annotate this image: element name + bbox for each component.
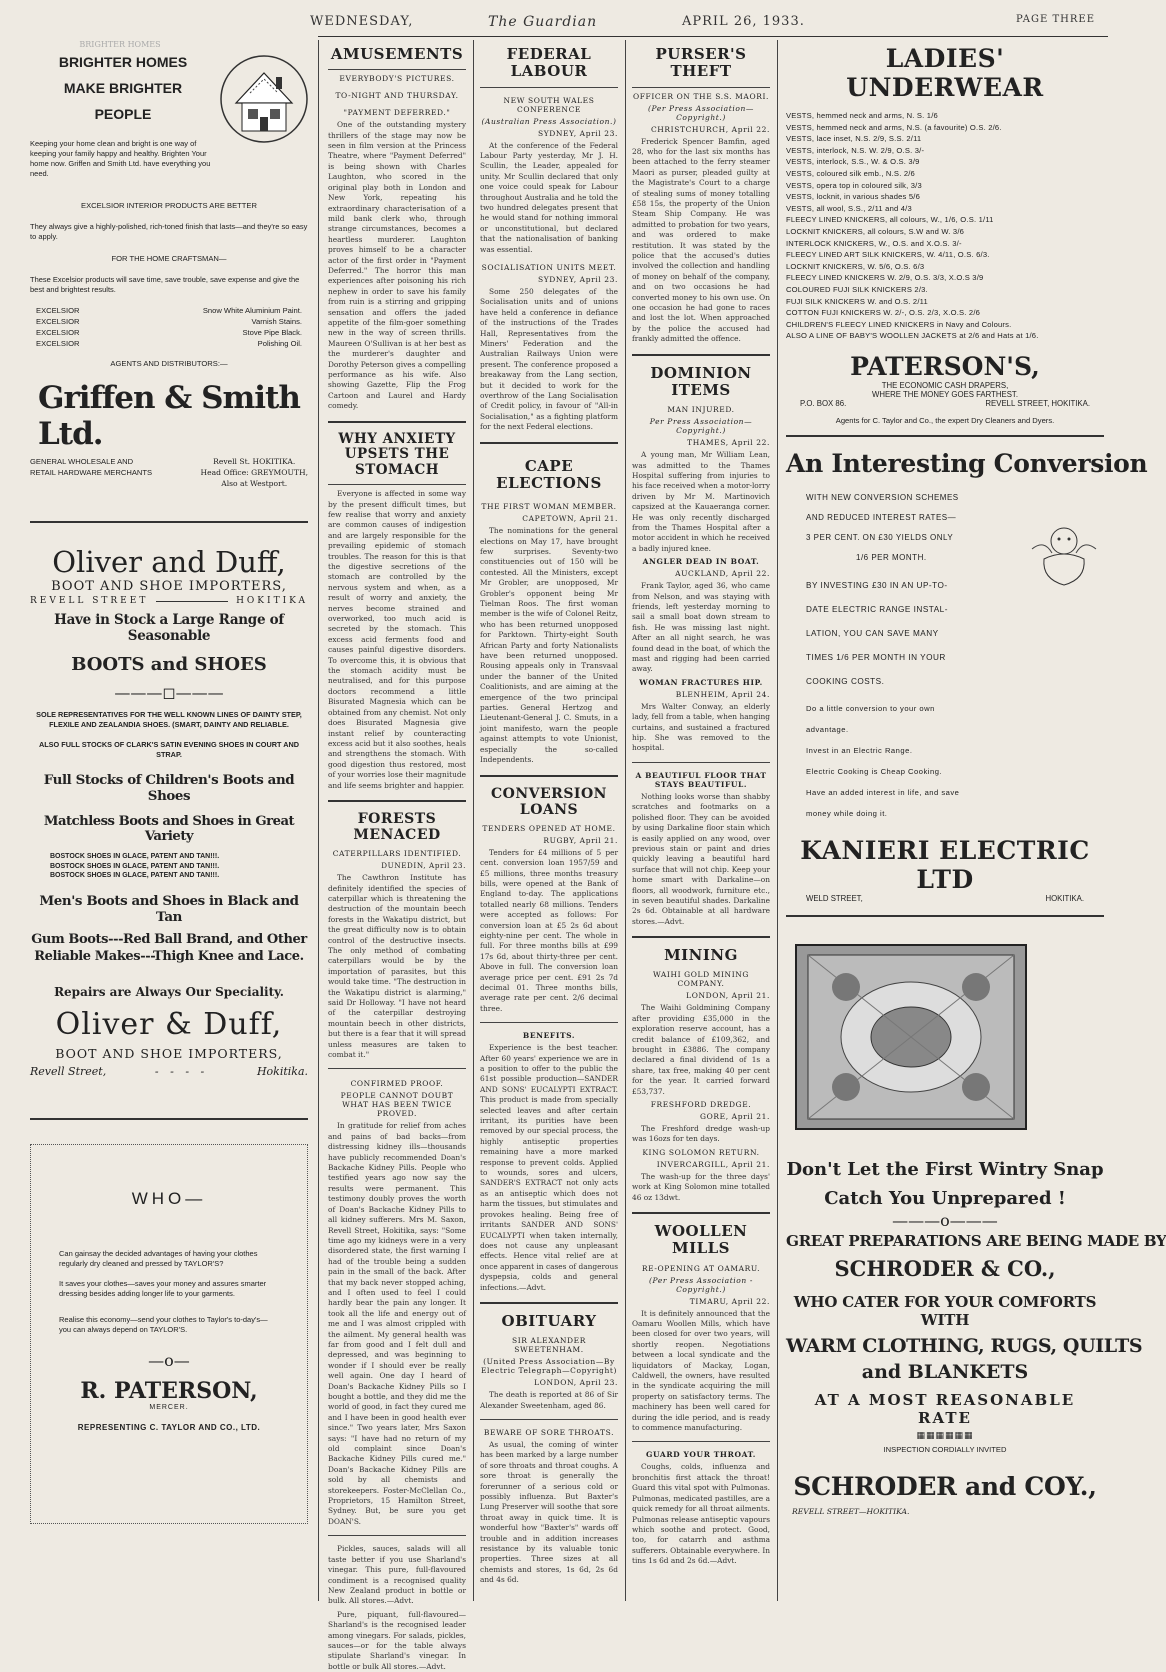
price-item: INTERLOCK KNICKERS, W., O.S. and X.O.S. 3/- — [786, 238, 962, 248]
slogan-line: PEOPLE — [94, 106, 152, 122]
dominion-body2: Frank Taylor, aged 36, who came from Nelson, and was staying with friends, left yesterday morning to sail a small boat down stream to fish. He was missing last night. After an all night search, he was found dead in the boat, of which the mast and rigging had been carried away. — [632, 581, 770, 674]
divider — [30, 1118, 308, 1120]
schroder-l1: GREAT PREPARATIONS ARE BEING MADE BY — [786, 1231, 1166, 1250]
griffen-footer — [30, 456, 308, 489]
throats-heading: BEWARE OF SORE THROATS. — [483, 1428, 615, 1437]
cherub-illustration — [1024, 519, 1104, 589]
schroder-advert — [786, 929, 1166, 1516]
footer-text: RETAIL HARDWARE MERCHANTS — [30, 468, 153, 477]
product-brand: EXCELSIOR — [36, 306, 80, 315]
dominion-sub: MAN INJURED. — [667, 405, 735, 415]
amusements-sub3: "PAYMENT DEFERRED." — [343, 108, 451, 118]
oliver-boots: BOOTS and SHOES — [71, 654, 267, 675]
town-text: HOKITIKA. — [1045, 893, 1084, 903]
kanieri-line: 1/6 PER MONTH. — [856, 552, 927, 562]
federal-body: At the conference of the Federal Labour Party yesterday, Mr J. H. Scullin, the Leader, appealed for unity. Mr Scullin declared that only one voice could speak for Labour throughout Australia and he told the two hundred delegates present that he would stand for nothing immoral or unconstitutional, but declared that the nationalisation of banking was essential. — [480, 140, 618, 254]
news-column-4 — [626, 40, 776, 1603]
ladies-price-list — [786, 110, 1104, 342]
amusements-sub1: EVERYBODY'S PICTURES. — [339, 74, 455, 84]
masthead-page: PAGE THREE — [1016, 14, 1096, 25]
oliver-clarks: ALSO FULL STOCKS OF CLARK'S SATIN EVENING SHOES IN COURT AND STRAP. — [38, 740, 300, 759]
oliver-sole: SOLE REPRESENTATIVES FOR THE WELL KNOWN LINES OF DAINTY STEP, FLEXILE AND ZEALANDIA SHOES. (SMART, DAINTY AND RELIABLE. — [36, 710, 302, 729]
divider — [480, 87, 618, 88]
bostock-line: BOSTOCK SHOES IN GLACE, PATENT AND TAN!!!. — [50, 872, 220, 879]
divider — [30, 521, 308, 523]
kanieri-line: LATION, YOU CAN SAVE MANY — [806, 628, 939, 638]
kanieri-advert — [786, 448, 1148, 903]
forests-body: The Cawthron Institute has definitely identified the species of caterpillar which is threatening the destruction of the mountain beech forests in the Wakatipu district, but the great difficulty now is to obtain control of the destructive insects. The only method of combating caterpillars would be by the importation of parasites, but this would take time. "The destruction in the Wakatipu district is alarming," said Dr Holloway. "I have not heard of the caterpillar destroying mountain beech in other districts, but there is a fear that it will spread unless measures are taken to combat it." — [328, 873, 466, 1060]
oliver-stock: Have in Stock a Large Range of Seasonable — [54, 612, 284, 644]
obituary-sub: SIR ALEXANDER SWEETENHAM. — [512, 1336, 586, 1355]
footer-text: GENERAL WHOLESALE AND — [30, 457, 134, 466]
griffen-intro: Keeping your home clean and bright is one way of keeping your family happy and healthy. Brighten Your home now. Griffen and Smith Ltd. have everything you need. — [30, 139, 211, 178]
paterson-name: R. PATERSON, — [80, 1377, 258, 1404]
kanieri-address — [786, 894, 1104, 903]
federal-dateline: SYDNEY, April 23. — [537, 128, 618, 138]
federal-credit: (Australian Press Association.) — [481, 116, 617, 126]
cape-body: The nominations for the general elections on May 17, have brought few surprises. Seventy-two constituencies out of 150 will be contested. All the Ministers, except Mr Grobler, are unopposed, Mr Grobler's opponent being Mr Tielman Roos. The first woman member is the wife of Colonel Reitz, who has been returned unopposed for Parktown. Thirty-eight South African Party and forty Nationalists have been returned unopposed. Rousing appeals only in Transvaal under the banner of the United Coalitionists, and are aiming at the emergence of the two principal parties. General Hertzog and Lieutenant-General J. C. Smuts, in a joint manifesto, warn the people against attempts to vote Unionist, especially the so-called Independents. — [480, 526, 618, 765]
divider — [632, 354, 770, 356]
divider — [480, 1302, 618, 1304]
confirmed-sub: PEOPLE CANNOT DOUBT WHAT HAS BEEN TWICE PROVED. — [340, 1091, 454, 1119]
forests-heading: FORESTS MENACED — [353, 810, 441, 844]
federal-dateline2: SYDNEY, April 23. — [537, 274, 618, 284]
slogan-line: BRIGHTER HOMES — [58, 54, 188, 70]
oliver-duff-advert — [30, 545, 308, 1078]
oliver-trade: BOOT AND SHOE IMPORTERS, — [51, 579, 287, 594]
griffen-footer-right — [200, 456, 308, 489]
price-item: FLEECY LINED KNICKERS, all colours, W., 1/6, O.S. 1/11 — [786, 215, 994, 225]
divider — [786, 435, 1104, 437]
price-item: VESTS, lace inset, N.S. 2/9, S.S. 2/11 — [786, 134, 922, 144]
oliver-name-2: Oliver & Duff, — [55, 1006, 283, 1042]
kanieri-lines2 — [806, 574, 1104, 694]
mining-dateline3: INVERCARGILL, April 21. — [656, 1159, 770, 1169]
divider — [632, 762, 770, 763]
kanieri-line: AND REDUCED INTEREST RATES— — [806, 512, 957, 522]
mining-dateline: LONDON, April 21. — [686, 991, 770, 1001]
dominion-dateline: THAMES, April 22. — [687, 438, 770, 448]
amusements-sub2: TO-NIGHT AND THURSDAY. — [335, 91, 459, 101]
griffen-advert — [30, 40, 308, 489]
divider — [632, 1212, 770, 1214]
oliver-name: Oliver and Duff, — [52, 545, 286, 579]
kanieri-line: money while doing it. — [806, 808, 888, 818]
confirmed-body: In gratitude for relief from aches and pains of bad backs—from distressing kidney ills—thousands have publicly recommended Doan's Backache Kidney Pills. People who testified years ago now say the results were permanent. This testimony doubly proves the worth of Doan's Backache Kidney Pills to all kidney sufferers. Mrs M. Saxon, Revell Street, Hokitika, says: "Some time ago my kidneys were in a very disordered state, the first warning I had of the trouble being a sudden pain in the small of the back. After that my back never stopped aching, and I often used to feel I could hardly bear the pain any longer. It took all the life and energy out of me and I was almost crippled with the ailment. My general health was far from good and I felt dull and depressed, and was beginning to wonder if I should ever be really well again. One day I heard of Doan's Backache Kidney Pills so I bought a bottle, and they did me the world of good, in fact they cured me and I have been in good health ever since." Two years later, Mrs Saxon says: "I have had no return of my old complaint since Doan's Backache Kidney Pills cured me." Doan's Backache Kidney Pills are sold by all chemists and storekeepers. Foster-McClellan Co., Proprietors, 15 Hamilton Street, Sydney. But, be sure you get DOAN'S. — [328, 1121, 466, 1526]
divider — [480, 1419, 618, 1420]
excelsior-heading: EXCELSIOR INTERIOR PRODUCTS ARE BETTER — [81, 201, 257, 210]
divider — [632, 87, 770, 88]
price-item: VESTS, locknit, in various shades 5/6 — [786, 192, 921, 202]
woollen-dateline: TIMARU, April 22. — [689, 1296, 770, 1306]
cape-sub: THE FIRST WOMAN MEMBER. — [481, 502, 617, 512]
griffen-logo: Griffen & Smith Ltd. — [38, 380, 300, 452]
floor-heading: A BEAUTIFUL FLOOR THAT STAYS BEAUTIFUL. — [635, 770, 767, 789]
dominion-sub2: ANGLER DEAD IN BOAT. — [642, 557, 760, 567]
schroder-addr: REVELL STREET—HOKITIKA. — [792, 1506, 910, 1516]
product-brand: EXCELSIOR — [36, 317, 80, 326]
anxiety-body: Everyone is affected in some way by the present difficult times, but few realise that worry and anxiety are common causes of indigestion and are largely responsible for the prevailing epidemic of stomach troubles. The reason for this is that the digestive secretions of the stomach are controlled by the nervous system and when, as a result of worry and anxiety, the nerves become strained and overworked, too much acid is secreted by the stomach. This excess acid ferments food and causes painful digestive disorders. To overcome this, it is obvious that the stomach acidity must be neutralised, and for this purpose doctors recommend a little Bisurated Magnesia which can be obtained from any chemist. Not only does Bisurated Magnesia give instant relief by counteracting excess acid but it also soothes, heals and strengthens the stomach. With good digestion thus restored, most of your worries lose their magnitude and life seems brighter and happier. — [328, 489, 466, 790]
bostock-line: BOSTOCK SHOES IN GLACE, PATENT AND TAN!!!. — [50, 862, 220, 870]
who-p1: Can gainsay the decided advantages of having your clothes regularly dry cleaned and pressed by TAYLOR'S? — [59, 1248, 258, 1268]
who-p2: It saves your clothes—saves your money and assures smarter dressing besides adding longer life to your garments. — [59, 1278, 267, 1298]
product-row — [36, 305, 302, 316]
benefits-heading: BENEFITS. — [522, 1031, 576, 1041]
oliver-address-2 — [30, 1065, 308, 1078]
mining-sub3: KING SOLOMON RETURN. — [642, 1147, 760, 1157]
dominion-dateline2: AUCKLAND, April 22. — [675, 569, 770, 579]
price-item: LOCKNIT KNICKERS, all colours, S.W and W. 3/6 — [786, 226, 965, 236]
price-item: COLOURED FUJI SILK KNICKERS 2/3. — [786, 284, 928, 294]
patersons-tag2: WHERE THE MONEY GOES FARTHEST. — [871, 389, 1018, 399]
cape-dateline: CAPETOWN, April 21. — [522, 514, 618, 524]
amusements-heading: AMUSEMENTS — [330, 45, 464, 63]
street-text: WELD STREET, — [806, 893, 863, 903]
dominion-heading: DOMINION ITEMS — [650, 363, 752, 399]
slogan-line: MAKE BRIGHTER — [63, 80, 183, 96]
ladies-heading: LADIES' UNDERWEAR — [846, 44, 1044, 102]
patersons-agents: Agents for C. Taylor and Co., the expert Dry Cleaners and Dyers. — [835, 415, 1055, 425]
town-text: HOKITIKA — [236, 596, 308, 606]
price-item: CHILDREN'S FLEECY LINED KNICKERS in Navy and Colours. — [786, 319, 1012, 329]
product-row — [36, 327, 302, 338]
price-item: VESTS, opera top in coloured silk, 3/3 — [786, 180, 922, 190]
ornament-rule: ▦▦▦▦▦▦ — [916, 1430, 974, 1441]
schroder-h2: Catch You Unprepared ! — [824, 1187, 1066, 1209]
street-text: REVELL STREET — [30, 596, 149, 606]
advert-column-right — [780, 40, 1166, 1603]
product-list — [30, 305, 308, 349]
mining-dateline2: GORE, April 21. — [700, 1112, 770, 1122]
house-illustration — [220, 51, 308, 147]
column-rule — [318, 40, 319, 1601]
price-item: VESTS, hemmed neck and arms, N.S. (a favourite) O.S. 2/6. — [786, 122, 1002, 132]
mining-sub2: FRESHFORD DREDGE. — [650, 1100, 752, 1110]
oliver-trade-2: BOOT AND SHOE IMPORTERS, — [55, 1045, 283, 1061]
dominion-body: A young man, Mr William Lean, was admitted to the Thames Hospital suffering from injuries to his face received when a motor-lorry driven by Mr M. Martinovich capsized at the Kauaeranga corner. He was only recently discharged from the Thames Hospital after a motor accident in which he received a badly injured knee. — [632, 450, 770, 553]
masthead-rule — [318, 36, 1108, 37]
dominion-sub3: WOMAN FRACTURES HIP. — [639, 677, 763, 687]
bostock-list — [50, 852, 308, 881]
amusements-body: One of the outstanding mystery thrillers of the stage may now be seen in film version at the Princess Theatre, where "Payment Deferred" is being shown with Charles Laughton, who scored in the original play both in London and New York, repeating his extraordinary characterisation of a mild bank clerk who, through strange circumstances, becomes a heartless murderer. Laughton proves himself to be a character actor of the first order in "Payment Deferred." The horror this man experiences after poisoning his rich nephew in order to save his family from ruin is a stirring and gripping sensation and offers the jaded appetite of the film-goer something new in the way of screen thrills. Maureen O'Sullivan is at her best as the murderer's daughter and Dorothy Peterson gives a compelling performance as his wife. Also showing Gazette, Flip the Frog Cartoon and Laurel and Hardy comedy. — [328, 120, 466, 411]
kanieri-line: DATE ELECTRIC RANGE INSTAL- — [806, 604, 948, 614]
kanieri-line: COOKING COSTS. — [806, 676, 885, 686]
divider — [328, 1535, 466, 1536]
oliver-gum: Gum Boots---Red Ball Brand, and Other Reliable Makes---Thigh Knee and Lace. — [31, 931, 307, 964]
advert-column-left — [24, 40, 314, 1603]
federal-sub: NEW SOUTH WALES CONFERENCE — [503, 95, 595, 114]
kanieri-line: Do a little conversion to your own — [806, 703, 935, 713]
paterson-mercer: MERCER. — [149, 1403, 189, 1411]
kanieri-line: TIMES 1/6 PER MONTH IN YOUR — [806, 652, 946, 662]
masthead-date: APRIL 26, 1933. — [682, 14, 805, 29]
forests-sub: CATERPILLARS IDENTIFIED. — [332, 849, 462, 859]
oliver-address — [30, 596, 308, 606]
cape-heading: CAPE ELECTIONS — [496, 456, 602, 492]
schroder-l5: and BLANKETS — [861, 1360, 1029, 1383]
ornament: —o— — [148, 1350, 190, 1370]
faint-heading: BRIGHTER HOMES — [79, 40, 161, 49]
divider — [328, 1068, 466, 1069]
federal-body2: Some 250 delegates of the Socialisation units and of unions have held a conference in defiance of the instructions of the Trades Hall, Representatives from the Miners' Federation and the Australian Railways Union were present. The conference proposed a breakaway from the Lang section, but it decided to work for the overthrow of the Lang Socialisation of Credit policy, in favour of "All-in Socialisation," as a fighting platform for the next Federal elections. — [480, 286, 618, 432]
kanieri-line: advantage. — [806, 724, 849, 734]
purser-heading: PURSER'S THEFT — [655, 45, 747, 81]
mining-body3: The wash-up for the three days' work at King Solomon mine totalled 46 oz 13dwt. — [632, 1171, 770, 1202]
footer-text: Also at Westport. — [221, 479, 288, 488]
price-item: FLEECY LINED ART SILK KNICKERS, W. 4/11, O.S. 6/3. — [786, 250, 990, 260]
patersons-address — [786, 399, 1104, 408]
taylors-advert — [30, 1144, 308, 1524]
price-item: VESTS, interlock, N.S. W. 2/9, O.S. 3/- — [786, 145, 925, 155]
dominion-credit: Per Press Association— Copyright.) — [649, 417, 753, 436]
box-text: P.O. BOX 86. — [800, 398, 847, 408]
divider — [328, 484, 466, 485]
brighter-homes-slogan — [30, 49, 220, 127]
masthead-day: WEDNESDAY, — [310, 14, 414, 29]
column-rule — [777, 40, 778, 1601]
purser-body: Frederick Spencer Bamfin, aged 28, who for the last six months has been attached to the ferry steamer Maori as purser, pleaded guilty at the Magistrate's Court to a charge of stealing sums of money totalling £58 15s, the property of the Union Steam Ship Company. He was admitted to probation for two years, and was ordered to make restitution. It was stated by the police that the accused's duties involved the collection and handling of money on behalf of the company, and on two occasions he had converted money to his own use. On one occasion he had gone to races and lost the lot. When approached by the police the accused had frankly admitted the offence. — [632, 136, 770, 344]
news-column-2 — [322, 40, 472, 1671]
federal-sub2: SOCIALISATION UNITS MEET. — [481, 262, 617, 272]
price-item: FLEECY LINED KNICKERS W. 2/9, O.S. 3/3, X.O.S 3/9 — [786, 273, 984, 283]
product-row — [36, 316, 302, 327]
schroder-l4: WARM CLOTHING, RUGS, QUILTS — [786, 1334, 1143, 1357]
town-text: Hokitika. — [256, 1064, 308, 1078]
kanieri-line: Electric Cooking is Cheap Cooking. — [806, 766, 943, 776]
dominion-dateline3: BLENHEIM, April 24. — [675, 689, 770, 699]
masthead — [310, 14, 1106, 34]
address-text: REVELL STREET, HOKITIKA. — [985, 398, 1090, 408]
schroder-l3: WHO CATER FOR YOUR COMFORTS WITH — [793, 1292, 1097, 1329]
divider — [480, 442, 618, 444]
who-p3: Realise this economy—send your clothes to Taylor's to-day's—you can always depend on TAYLOR'S. — [59, 1314, 268, 1334]
kanieri-line: BY INVESTING £30 IN AN UP-TO- — [806, 580, 948, 590]
mining-heading: MINING — [664, 946, 738, 965]
schroder-h1: Don't Let the First Wintry Snap — [786, 1158, 1104, 1180]
obituary-credit: (United Press Association—By Electric Telegraph—Copyright) — [480, 1357, 618, 1376]
kanieri-line: 3 PER CENT. ON £30 YIELDS ONLY — [806, 532, 954, 542]
patersons-tag1: THE ECONOMIC CASH DRAPERS, — [881, 380, 1009, 390]
woollen-body: It is definitely announced that the Oamaru Woollen Mills, which have been closed for over two years, will shortly reopen. Negotiations between a local syndicate and the liquidators of Mackay, Logan, Caldwell, the owners, have resulted in the syndicate acquiring the mill property on satisfactory terms. The machinery has been well cared for during the idle period, and is ready to commence manufacturing. — [632, 1308, 770, 1433]
street-text: Revell Street, — [30, 1064, 107, 1078]
craftsman-heading: FOR THE HOME CRAFTSMAN— — [111, 254, 227, 263]
forests-dateline: DUNEDIN, April 23. — [381, 861, 466, 871]
conversion-sub: TENDERS OPENED AT HOME. — [482, 823, 616, 833]
conversion-body: Tenders for £4 millions of 5 per cent. conversion loan 1957/59 and £5 millions, three months treasury bills, were opened at the Bank of England to-day. The applications totalled nearly 68 millions. Tenders were accepted as follows: For conversion loan at £5 2s 6d about eighty-nine per cent. The whole in full. For three months bills at £99 17s 6d, about thirty-three per cent. Above in full. The conversion loan average price per cent. £91 2s 7d decimal 01. Three months bills, average rate per cent. 2/6 decimal three. — [480, 847, 618, 1013]
ornament-rule: ———◻——— — [114, 683, 224, 702]
divider — [786, 915, 1104, 917]
mining-sub: WAIHI GOLD MINING COMPANY. — [652, 970, 750, 989]
mining-body2: The Freshford dredge wash-up was 16ozs for ten days. — [632, 1124, 770, 1144]
price-item: COTTON FUJI KNICKERS W. 2/-, O.S. 2/3, X.O.S. 2/6 — [786, 308, 981, 318]
divider — [328, 69, 466, 70]
purser-credit: (Per Press Association— Copyright.) — [648, 103, 754, 122]
bostock-line: BOSTOCK SHOES IN GLACE, PATENT AND TAN!!!. — [50, 853, 220, 860]
guard-heading: GUARD YOUR THROAT. — [645, 1450, 757, 1460]
craftsman-text: These Excelsior products will save time, save trouble, save expense and give the best and brightest results. — [30, 275, 300, 294]
mining-body: The Waihi Goldmining Company after providing £35,000 in the exploration reserve account, has a credit balance of £109,362, and brought in £3886. The company declared a final dividend of 1s a share, tax free, making 40 per cent for the year. It carried forward £53,737. — [632, 1003, 770, 1096]
purser-sub: OFFICER ON THE S.S. MAORI. — [633, 91, 769, 101]
dash: - - - - — [154, 1064, 209, 1078]
divider — [328, 421, 466, 423]
agents-heading: AGENTS AND DISTRIBUTORS:— — [110, 359, 228, 368]
divider — [480, 775, 618, 777]
divider — [632, 1441, 770, 1442]
kanieri-line: WITH NEW CONVERSION SCHEMES — [806, 492, 959, 502]
griffen-footer-left — [30, 456, 152, 489]
kanieri-heading: An Interesting Conversion — [786, 448, 1148, 478]
who-title: WHO— — [131, 1188, 207, 1208]
oliver-mens: Men's Boots and Shoes in Black and Tan — [39, 892, 299, 925]
throats-body: As usual, the coming of winter has been marked by a large number of sore throats and throat coughs. A sore throat is generally the forerunner of a serious cold or possibly influenza. But Baxter's Lung Preserver will soothe that sore throat away in quick time. It is wonderful how "Baxter's" wards off trouble and in addition increases resistance by its valuable tonic properties. Three sizes at all chemists and stores, 1s 6d, 2s 6d and 4s 6d. — [480, 1440, 618, 1585]
kanieri-line: Invest in an Electric Range. — [806, 745, 913, 755]
woollen-heading: WOOLLEN MILLS — [654, 1222, 748, 1258]
price-item: VESTS, coloured silk emb., N.S. 2/6 — [786, 168, 915, 178]
conversion-heading: CONVERSION LOANS — [491, 785, 607, 818]
schroder-brand: SCHRODER and COY., — [793, 1471, 1097, 1501]
paterson-rep: REPRESENTING C. TAYLOR AND CO., LTD. — [77, 1422, 261, 1432]
price-item: ALSO A LINE OF BABY'S WOOLLEN JACKETS at 2/6 and Hats at 1/6. — [786, 331, 1039, 341]
dash — [156, 601, 228, 606]
pickles-text: Pickles, sauces, salads will all taste better if you use Sharland's vinegar. This pure, full-flavoured condiment is a recognised quality New Zealand product in bottle or bulk. All stores.—Advt. — [328, 1544, 466, 1606]
benefits-body: Experience is the best teacher. After 60 years' experience we are in a position to offer to the public the 61st possible production—SANDER AND SONS' EUCALYPTI EXTRACT. This product is made from specially selected leaves and after certain irritant, its purities have been removed by our special process, the highly antiseptic properties remaining have a more marked response to prevent colds. Applied to wounds, sores and ulcers, SANDER'S EXTRACT not only acts as an antiseptic which does not harm the tissues, but stimulates and provokes healing. Being free of irritants SANDER AND SONS' EUCALYPTI when taken internally, does not cause any unpleasant effects. Hence vital relief are at once apparent in cases of dangerous dyspepsia, colds and general infections.—Advt. — [480, 1043, 618, 1292]
schroder-l2: SCHRODER & CO., — [834, 1255, 1056, 1281]
product-row — [36, 338, 302, 349]
schroder-l7: INSPECTION CORDIALLY INVITED — [883, 1444, 1007, 1454]
confirmed-heading: CONFIRMED PROOF. — [350, 1079, 444, 1089]
oliver-repairs: Repairs are Always Our Speciality. — [54, 984, 284, 999]
schroder-l6: AT A MOST REASONABLE RATE — [814, 1390, 1076, 1427]
footer-text: Revell St. HOKITIKA. — [213, 457, 296, 466]
price-item: VESTS, interlock, S.S., W. & O.S. 3/9 — [786, 157, 920, 167]
divider — [480, 1022, 618, 1023]
kanieri-line: Have an added interest in life, and save — [806, 787, 960, 797]
federal-heading: FEDERAL LABOUR — [506, 45, 592, 81]
kanieri-lines3 — [806, 698, 1104, 824]
woollen-credit: (Per Press Association - Copyright.) — [649, 1275, 753, 1294]
guard-body: Coughs, colds, influenza and bronchitis first attack the throat! Guard this vital spot with Pulmonas. Pulmonas, medicated pastilles, are a quick remedy for all throat ailments. Pulmonas release antiseptic vapours which soothe and protect. Good, too, for catarrh and asthma sufferers. Obtainable everywhere. In tins 1s 6d and 2s 6d.—Advt. — [632, 1462, 770, 1566]
product-name: Snow White Aluminium Paint. — [202, 306, 302, 315]
product-brand: EXCELSIOR — [36, 339, 80, 348]
news-column-3 — [474, 40, 624, 1603]
divider — [632, 936, 770, 938]
patersons-brand: PATERSON'S, — [850, 351, 1040, 381]
oliver-matchless: Matchless Boots and Shoes in Great Variety — [43, 814, 295, 844]
excelsior-text: They always give a highly-polished, rich-toned finish that lasts—and they're so easy to apply. — [30, 222, 308, 241]
product-name: Varnish Stains. — [251, 317, 302, 326]
obituary-dateline: LONDON, April 23. — [534, 1378, 618, 1388]
footer-text: Head Office: GREYMOUTH, — [200, 468, 308, 477]
product-name: Polishing Oil. — [257, 339, 302, 348]
conversion-dateline: RUGBY, April 21. — [543, 835, 618, 845]
kanieri-brand: KANIERI ELECTRIC LTD — [800, 835, 1090, 894]
purser-dateline: CHRISTCHURCH, April 22. — [650, 124, 770, 134]
price-item: VESTS, all wool, S.S., 2/11 and 4/3 — [786, 203, 912, 213]
ornament-rule: ———o——— — [892, 1210, 998, 1230]
anxiety-heading: WHY ANXIETY UPSETS THE STOMACH — [338, 430, 456, 478]
product-name: Stove Pipe Black. — [242, 328, 302, 337]
price-item: FUJI SILK KNICKERS W. and O.S. 2/11 — [786, 296, 928, 306]
oliver-children: Full Stocks of Children's Boots and Shoes — [43, 772, 295, 804]
price-item: LOCKNIT KNICKERS, W. 5/6, O.S. 6/3 — [786, 261, 925, 271]
floor-body: Nothing looks worse than shabby scratches and footmarks on a polished floor. They can be avoided by using Darkaline floor stain which is easily applied on any wood, over previous stain or paint and dries quickly leaving a beautiful hard surface that will not chip. Keep your home smart with Darkaline—on floors, all woodwork, furniture etc., in seven beautiful shades. Darkaline 2s 6d. Obtainable at all hardware stores.—Advt. — [632, 791, 770, 926]
obituary-heading: OBITUARY — [501, 1311, 597, 1330]
price-item: VESTS, hemmed neck and arms, N. S. 1/6 — [786, 111, 938, 120]
obituary-body: The death is reported at 86 of Sir Alexander Sweetenham, aged 86. — [480, 1390, 618, 1410]
dominion-body3: Mrs Walter Conway, an elderly lady, fell from a table, when hanging curtains, and sustained a fractured hip. She was removed to the hospital. — [632, 701, 770, 753]
masthead-paper: The Guardian — [488, 14, 598, 30]
divider — [328, 800, 466, 802]
quilt-illustration — [786, 937, 1036, 1137]
product-brand: EXCELSIOR — [36, 328, 80, 337]
woollen-sub: RE-OPENING AT OAMARU. — [641, 1263, 761, 1273]
pickles-text: Pure, piquant, full-flavoured—Sharland's is the recognised leader among vinegars. For salads, pickles, sauces—or for the table always stipulate Sharland's vinegar. In bottle or bulk All stores.—Advt. — [328, 1609, 466, 1671]
